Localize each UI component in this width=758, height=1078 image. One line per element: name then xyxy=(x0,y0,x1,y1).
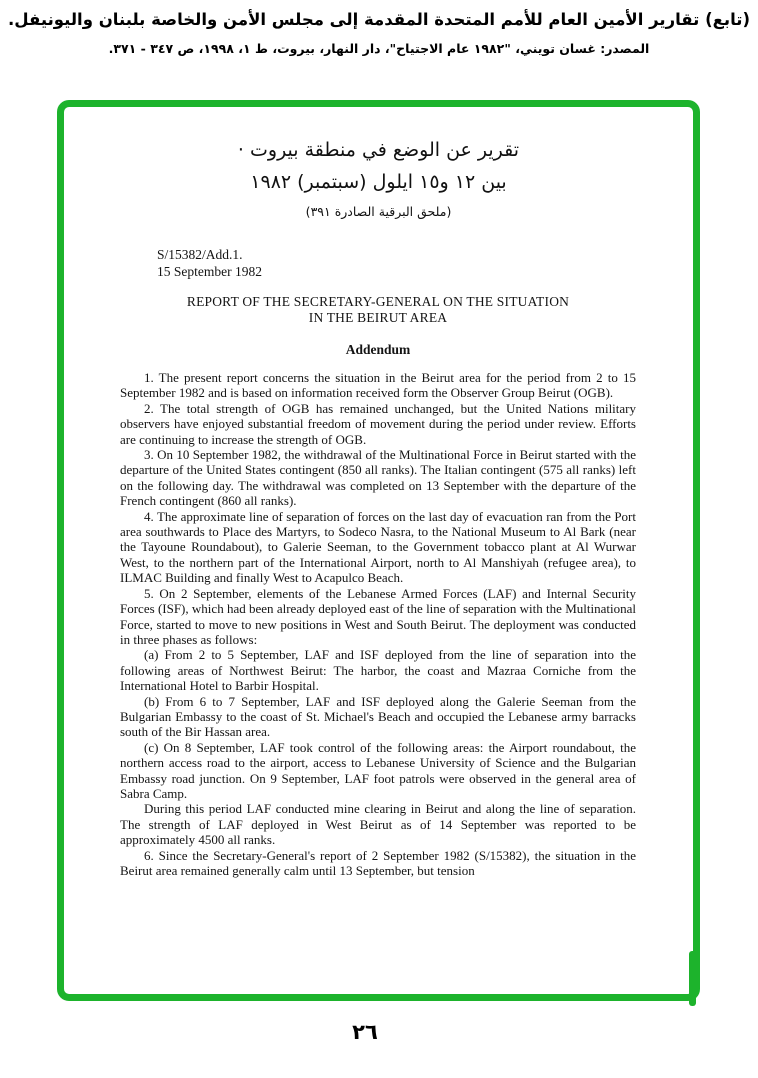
arabic-title-line2: بين ١٢ و١٥ ايلول (سبتمبر) ١٩٨٢ xyxy=(250,171,507,193)
paragraph-6: 6. Since the Secretary-General's report of 2 September 1982 (S/15382), the situation in the Beirut area remained generally calm until 13 September, but tension xyxy=(120,847,636,878)
page-number: ٢٦ xyxy=(352,1020,378,1044)
paragraph-2: 2. The total strength of OGB has remained unchanged, but the United Nations military observers have enjoyed substantial freedom of movement during the period under review. Efforts are continuing to increase the strength of OGB. xyxy=(120,400,636,447)
document-number: S/15382/Add.1. xyxy=(157,247,243,262)
report-body xyxy=(120,370,636,878)
paragraph-4: 4. The approximate line of separation of forces on the last day of evacuation ran from the Port area southwards to Place des Martyrs, to Sodeco Nasra, to the National Museum to Al Bark (near the Tayoune Roundabout), to Galerie Seeman, to the Government tobacco plant at Al Wurwar West, to the northern part of the International Airport, north to Al Manshiyah (refugee area), to ILMAC Building and finally West to Acapulco Beach. xyxy=(120,508,636,586)
marker-overshoot-stroke xyxy=(689,951,696,1006)
header-arabic-line1: (تابع) تقارير الأمين العام للأمم المتحدة المقدمة إلى مجلس الأمن والخاصة بلبنان واليونيفل. xyxy=(7,10,751,29)
arabic-title-line1: تقرير عن الوضع في منطقة بيروت · xyxy=(237,139,520,161)
document-date: 15 September 1982 xyxy=(157,263,262,279)
report-title-line1: REPORT OF THE SECRETARY-GENERAL ON THE SITUATION xyxy=(186,294,570,309)
highlight-marker-border xyxy=(57,100,700,1001)
paragraph-5c: (c) On 8 September, LAF took control of the following areas: the Airport roundabout, the northern access road to the airport, access to Lebanese University of Science and the Bulgarian Embassy road junction. On 9 September, LAF foot patrols were observed in the general area of Sabra Camp. xyxy=(120,739,636,801)
paragraph-5a: (a) From 2 to 5 September, LAF and ISF deployed from the line of separation into the following areas of Northwest Beirut: The harbor, the coast and Mazraa Corniche from the International Hotel to Barbir Hospital. xyxy=(120,647,636,694)
paragraph-1: 1. The present report concerns the situation in the Beirut area for the period from 2 to 15 September 1982 and is based on information received form the Observer Group Beirut (OGB). xyxy=(120,370,636,401)
paragraph-5-summary: During this period LAF conducted mine clearing in Beirut and along the line of separation. The strength of LAF deployed in West Beirut as of 14 September was reported to be approximately 4500 all ranks. xyxy=(120,801,636,848)
report-title-line2: IN THE BEIRUT AREA xyxy=(308,309,448,325)
english-report-content xyxy=(64,247,693,878)
addendum-heading: Addendum xyxy=(345,342,411,357)
header-source-line: المصدر: غسان تويني، "١٩٨٢ عام الاجتياح"، دار النهار، بيروت، ط ١، ١٩٩٨، ص ٣٤٧ - ٣٧١. xyxy=(108,41,650,56)
document-identifier xyxy=(157,247,636,280)
report-title xyxy=(120,294,636,325)
paragraph-5: 5. On 2 September, elements of the Lebanese Armed Forces (LAF) and Internal Security Forces (ISF), which had been already deployed east of the line of separation with the Multinational Force, started to move to new positions in West and South Beirut. The deployment was conducted in three phases as follows: xyxy=(120,585,636,647)
paragraph-3: 3. On 10 September 1982, the withdrawal of the Multinational Force in Beirut started with the departure of the United States contingent (850 all ranks). The Italian contingent (575 all ranks) left on the following day. The withdrawal was completed on 13 September with the departure of the French contingent (860 all ranks). xyxy=(120,447,636,509)
arabic-document-title xyxy=(64,137,693,221)
arabic-title-line3: (ملحق البرقية الصادرة ٣٩١) xyxy=(305,204,452,219)
paragraph-5b: (b) From 6 to 7 September, LAF and ISF deployed along the Galerie Seeman from the Bulgarian Embassy to the coast of St. Michael's Beach and occupied the Lebanese army barracks south of the Bir Hassan area. xyxy=(120,693,636,740)
page-top-annotation xyxy=(0,7,758,60)
